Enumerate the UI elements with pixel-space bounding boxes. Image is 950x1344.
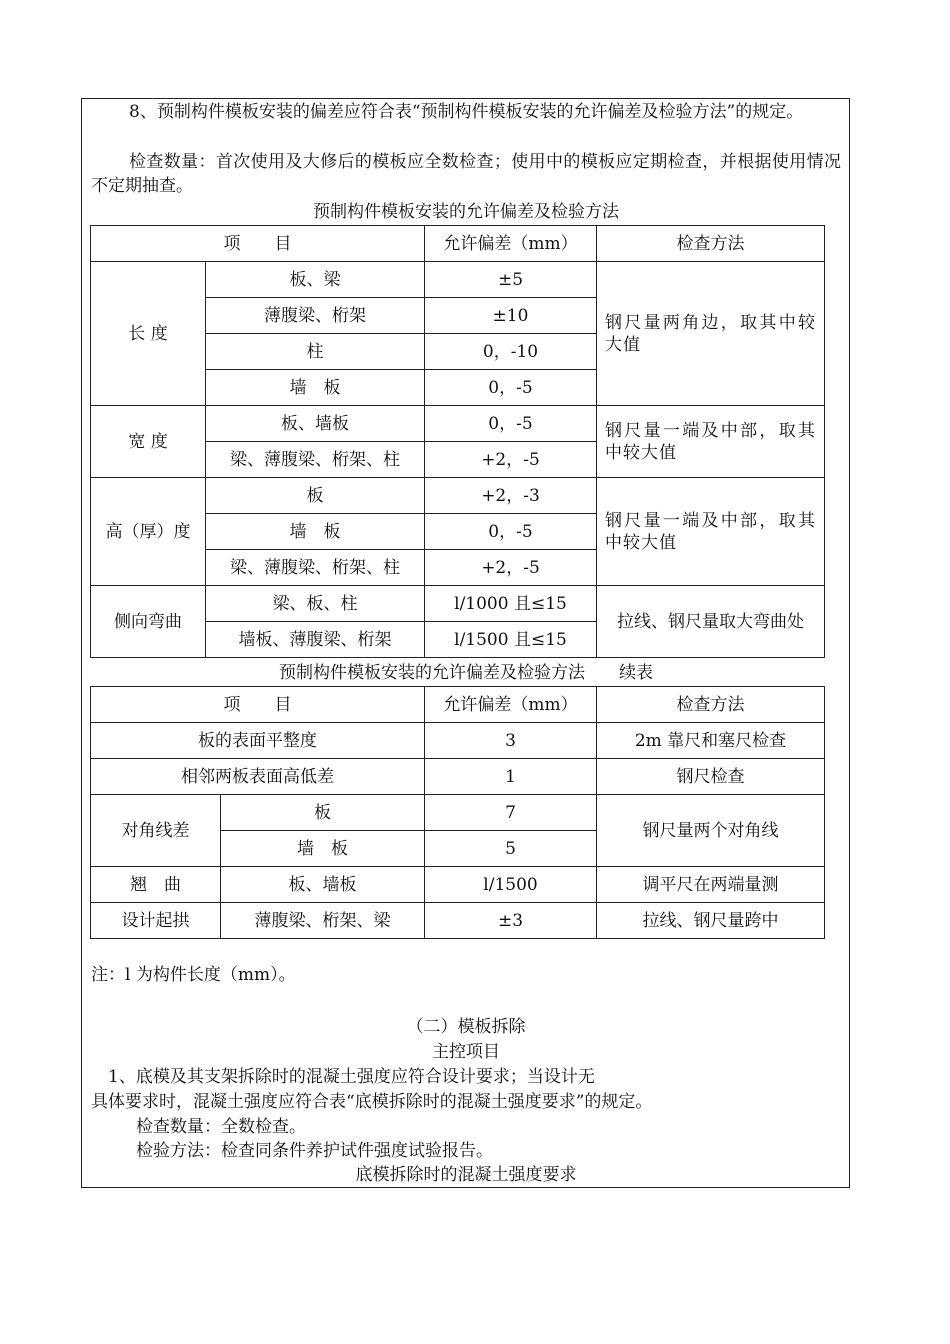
method-cell: 钢尺量一端及中部，取其中较大值: [597, 406, 825, 478]
method-cell: 钢尺量两角边，取其中较大值: [597, 262, 825, 406]
item-cell: 薄腹梁、桁架: [206, 298, 425, 334]
tolerance-cell: ±10: [425, 298, 597, 334]
group-label-height: 高（厚）度: [91, 478, 206, 586]
section-paragraph-1b: 具体要求时，混凝土强度应符合表“底模拆除时的混凝土强度要求”的规定。: [91, 1092, 653, 1112]
item-cell: 板、墙板: [221, 867, 425, 903]
tolerance-cell: +2，-3: [425, 478, 597, 514]
table-row: [91, 478, 825, 514]
tolerance-table-2: [90, 686, 825, 939]
tolerance-cell: 1: [425, 759, 597, 795]
header-tolerance: 允许偏差（mm）: [425, 687, 597, 723]
item-cell: 墙 板: [206, 514, 425, 550]
table-row: [91, 262, 825, 298]
tolerance-cell: 0，-5: [425, 514, 597, 550]
tolerance-cell: 7: [425, 795, 597, 831]
tolerance-cell: 0，-5: [425, 370, 597, 406]
group-label-length: 长 度: [91, 262, 206, 406]
table1-caption: 预制构件模板安装的允许偏差及检验方法: [313, 202, 619, 222]
header-method: 检查方法: [597, 226, 825, 262]
method-cell: 调平尺在两端量测: [597, 867, 825, 903]
group-label-bending: 侧向弯曲: [91, 586, 206, 658]
item-cell: 板的表面平整度: [91, 723, 425, 759]
table-row: [91, 723, 825, 759]
table-note: 注：l 为构件长度（mm）。: [91, 965, 296, 985]
tolerance-cell: l/1000 且≤15: [425, 586, 597, 622]
intro-paragraph-2: 检查数量：首次使用及大修后的模板应全数检查；使用中的模板应定期检查，并根据使用情况不定期抽查。: [91, 152, 841, 196]
item-cell: 薄腹梁、桁架、梁: [221, 903, 425, 939]
table-row: [91, 759, 825, 795]
section-paragraph-1a: 1、底模及其支架拆除时的混凝土强度应符合设计要求；当设计无: [108, 1067, 595, 1087]
item-cell: 墙 板: [221, 831, 425, 867]
table-row: [91, 867, 825, 903]
item-cell: 梁、板、柱: [206, 586, 425, 622]
method-cell: 钢尺量两个对角线: [597, 795, 825, 867]
item-cell: 梁、薄腹梁、桁架、柱: [206, 550, 425, 586]
method-cell: 2m 靠尺和塞尺检查: [597, 723, 825, 759]
intro-paragraph-1: 8、预制构件模板安装的偏差应符合表“预制构件模板安装的允许偏差及检验方法”的规定。: [129, 102, 804, 122]
group-label-camber: 设计起拱: [91, 903, 221, 939]
method-cell: 拉线、钢尺量跨中: [597, 903, 825, 939]
table-row: [91, 586, 825, 622]
tolerance-cell: ±5: [425, 262, 597, 298]
method-cell: 钢尺检查: [597, 759, 825, 795]
item-cell: 相邻两板表面高低差: [91, 759, 425, 795]
tolerance-cell: +2，-5: [425, 442, 597, 478]
table1-header-row: [91, 226, 825, 262]
item-cell: 板: [206, 478, 425, 514]
header-item: 项 目: [91, 687, 425, 723]
table3-caption: 底模拆除时的混凝土强度要求: [355, 1165, 577, 1185]
table-row: [91, 903, 825, 939]
tolerance-cell: +2，-5: [425, 550, 597, 586]
section-title: （二）模板拆除: [406, 1017, 526, 1037]
item-cell: 墙板、薄腹梁、桁架: [206, 622, 425, 658]
header-item: 项 目: [91, 226, 425, 262]
header-method: 检查方法: [597, 687, 825, 723]
tolerance-cell: 5: [425, 831, 597, 867]
group-label-width: 宽 度: [91, 406, 206, 478]
tolerance-cell: l/1500: [425, 867, 597, 903]
item-cell: 梁、薄腹梁、桁架、柱: [206, 442, 425, 478]
tolerance-cell: ±3: [425, 903, 597, 939]
group-label-diagonal: 对角线差: [91, 795, 221, 867]
table-row: [91, 406, 825, 442]
item-cell: 板: [221, 795, 425, 831]
check-method: 检验方法：检查同条件养护试件强度试验报告。: [136, 1141, 493, 1161]
tolerance-cell: 0，-10: [425, 334, 597, 370]
table2-header-row: [91, 687, 825, 723]
method-cell: 拉线、钢尺量取大弯曲处: [597, 586, 825, 658]
table2-caption: 预制构件模板安装的允许偏差及检验方法 续表: [279, 663, 653, 683]
item-cell: 板、墙板: [206, 406, 425, 442]
section-subtitle: 主控项目: [432, 1042, 500, 1062]
check-quantity: 检查数量：全数检查。: [136, 1117, 306, 1137]
tolerance-table-1: [90, 225, 825, 658]
table-row: [91, 795, 825, 831]
group-label-warp: 翘 曲: [91, 867, 221, 903]
tolerance-cell: 0，-5: [425, 406, 597, 442]
item-cell: 墙 板: [206, 370, 425, 406]
tolerance-cell: 3: [425, 723, 597, 759]
tolerance-cell: l/1500 且≤15: [425, 622, 597, 658]
item-cell: 板、梁: [206, 262, 425, 298]
method-cell: 钢尺量一端及中部，取其中较大值: [597, 478, 825, 586]
item-cell: 柱: [206, 334, 425, 370]
header-tolerance: 允许偏差（mm）: [425, 226, 597, 262]
